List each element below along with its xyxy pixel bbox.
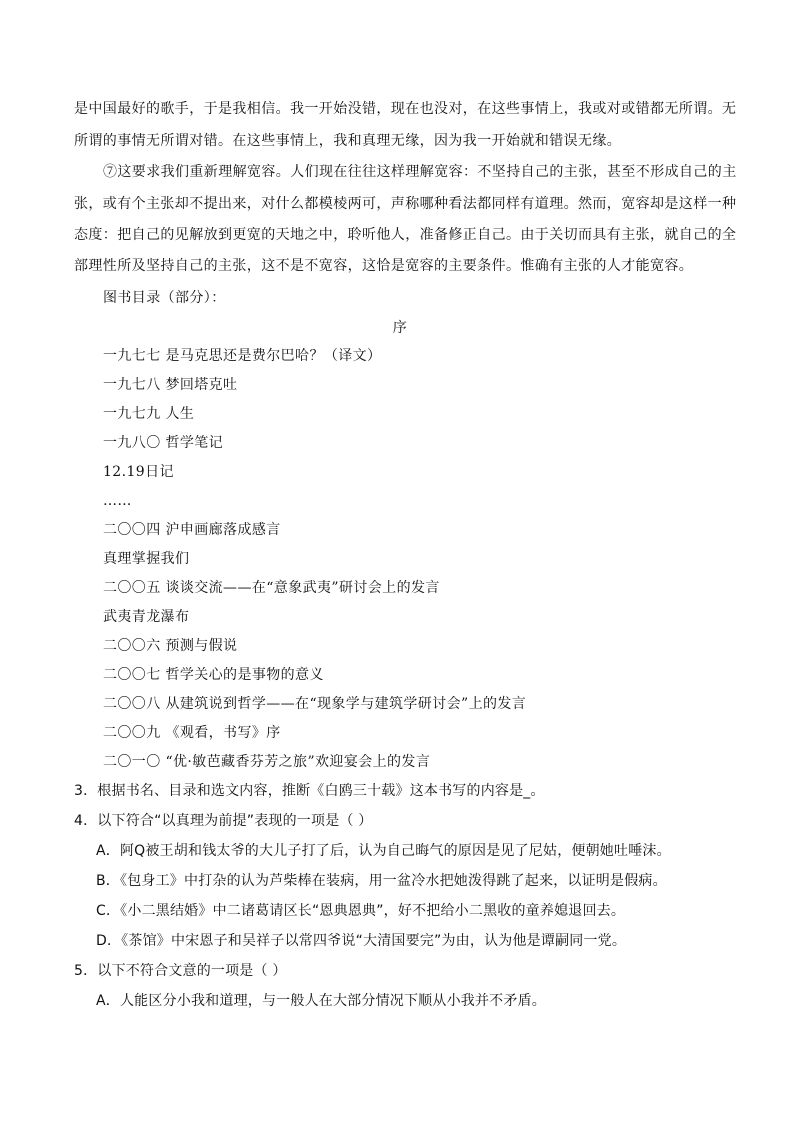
toc-item: 二〇〇八 从建筑说到哲学——在“现象学与建筑学研讨会”上的发言	[103, 696, 527, 712]
passage-line-2: 所谓的事情无所谓对错。在这些事情上，我和真理无缘，因为我一开始就和错误无缘。	[74, 133, 622, 149]
toc-preface: 序	[392, 320, 408, 336]
toc-item: 二〇〇六 预测与假说	[103, 638, 238, 654]
toc-item: 二〇〇七 哲学关心的是事物的意义	[103, 667, 324, 683]
question-4-option-d: D．《茶馆》中宋恩子和吴祥子以常四爷说“大清国要完”为由，认为他是谭嗣同一党。	[96, 933, 627, 949]
toc-item: 一九七八 梦回塔克吐	[103, 377, 238, 393]
toc-item: 二〇〇九 《观看，书写》序	[103, 725, 281, 741]
toc-item: ……	[103, 493, 132, 509]
question-3: 3．根据书名、目录和选文内容，推断《白鸥三十载》这本书写的内容是_。	[74, 783, 545, 799]
toc-item: 一九七九 人生	[103, 406, 195, 422]
toc-item: 二〇一〇 “优·敏芭藏香芬芳之旅”欢迎宴会上的发言	[103, 754, 431, 770]
toc-item: 一九七七 是马克思还是费尔巴哈？（译文）	[103, 348, 382, 364]
question-4-option-a: A．阿Q被王胡和钱太爷的大儿子打了后，认为自己晦气的原因是见了尼姑，便朝她吐唾沫。	[96, 843, 671, 859]
passage-line-1: 是中国最好的歌手，于是我相信。我一开始没错，现在也没对，在这些事情上，我或对或错都无所谓。无	[74, 101, 737, 117]
question-5-stem: 5．以下不符合文意的一项是（ ）	[74, 963, 287, 979]
question-4-option-c: C．《小二黑结婚》中二诸葛请区长“恩典恩典”，好不把给小二黑收的童养媳退回去。	[96, 903, 626, 919]
question-4-option-b: B．《包身工》中打杂的认为芦柴棒在装病，用一盆冷水把她泼得跳了起来，以证明是假病。	[96, 873, 667, 889]
question-4-stem: 4．以下符合“以真理为前提”表现的一项是（ ）	[74, 813, 373, 829]
toc-item: 二〇〇五 谈谈交流——在“意象武夷”研讨会上的发言	[103, 580, 440, 596]
passage-line-4: 张，或有个主张却不提出来，对什么都模棱两可，声称哪种看法都同样有道理。然而，宽容却是这样一种	[74, 196, 737, 212]
toc-item: 12.19日记	[103, 464, 174, 480]
passage-line-6: 部理性所及坚持自己的主张，这不是不宽容，这恰是宽容的主要条件。惟确有主张的人才能宽容。	[74, 258, 694, 274]
question-5-option-a: A．人能区分小我和道理，与一般人在大部分情况下顺从小我并不矛盾。	[96, 993, 546, 1009]
passage-line-5: 态度：把自己的见解放到更宽的天地之中，聆听他人，准备修正自己。由于关切而具有主张，就自己的全	[74, 227, 737, 243]
toc-item: 真理掌握我们	[103, 551, 190, 567]
toc-item: 武夷青龙瀑布	[103, 609, 190, 625]
passage-line-3: ⑦这要求我们重新理解宽容。人们现在往往这样理解宽容：不坚持自己的主张，甚至不形成自己的主	[103, 164, 737, 180]
toc-item: 一九八〇 哲学笔记	[103, 435, 224, 451]
toc-heading: 图书目录（部分）：	[103, 290, 226, 306]
toc-item: 二〇〇四 沪申画廊落成感言	[103, 522, 281, 538]
